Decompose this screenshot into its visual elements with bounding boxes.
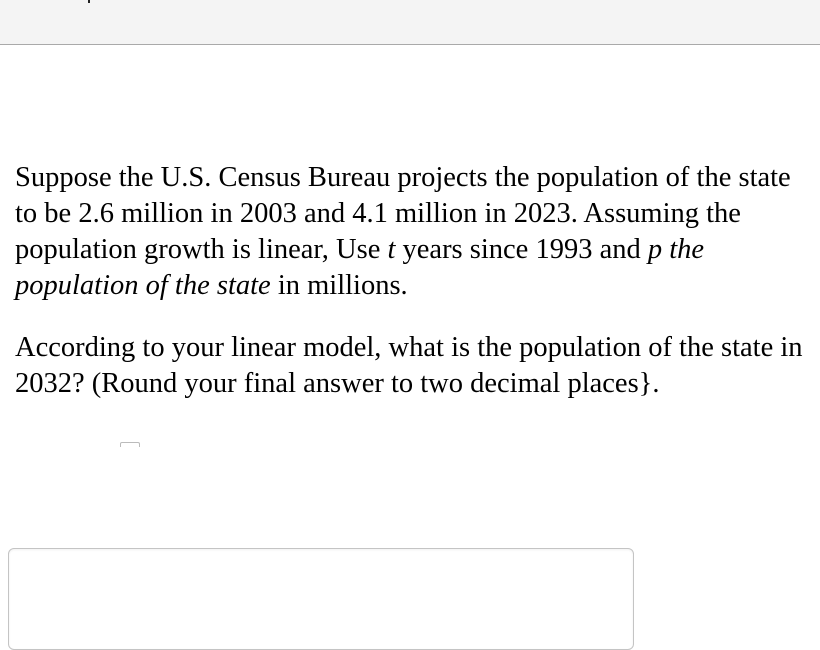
q1-text-b: years since 1993 and bbox=[395, 234, 648, 265]
answer-input[interactable] bbox=[8, 548, 634, 650]
cut-off-glyph bbox=[88, 0, 90, 3]
question-paragraph-2: According to your linear model, what is the population of the state in 2032? (Round your final answer to two decimal places}. bbox=[15, 332, 803, 399]
question-text bbox=[15, 160, 815, 402]
q1-text-a: Suppose the U.S. Census Bureau projects the population of the state to be 2.6 million in 2003 and 4.1 million in 2023. Assuming the population growth is linear, Use bbox=[15, 162, 791, 265]
variable-p-phrase: p the population of the state bbox=[15, 234, 705, 301]
question-paragraph-1 bbox=[15, 160, 815, 304]
variable-t: t bbox=[387, 234, 396, 265]
top-toolbar bbox=[0, 0, 820, 45]
inline-marker-icon bbox=[120, 442, 140, 447]
q1-text-c: in millions. bbox=[270, 270, 408, 301]
